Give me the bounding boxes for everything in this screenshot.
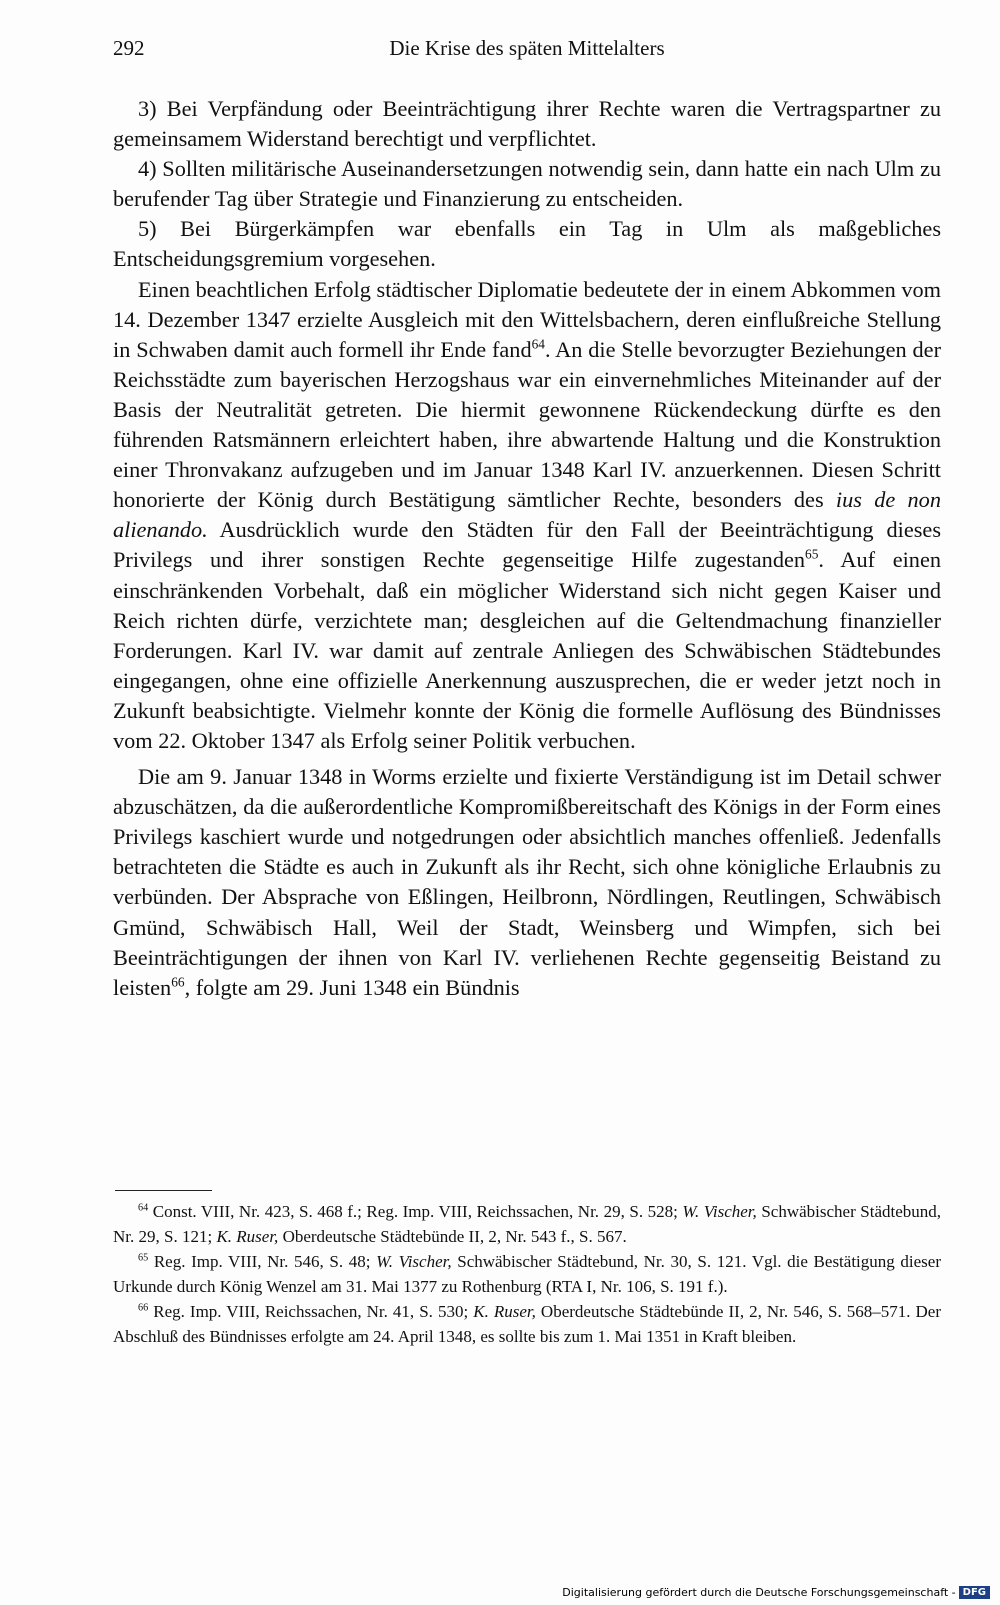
latin-term: ius de non alienando. xyxy=(113,487,941,543)
page-number: 292 xyxy=(113,36,145,60)
text-run: . Auf einen einschränkenden Vorbehalt, daß ein möglicher Widerstand sich nicht gegen Kaiser und Reich richten dürfe, verzichtete man; desgleichen auf die Geltendmachung finanzieller Forderungen. Karl IV. war damit auf zentrale Anliegen des Schwäbischen Städtebundes eingegangen, ohne eine offizielle Anerkennung auszusprechen, die er weder jetzt noch in Zukunft beabsichtigte. Vielmehr konnte der König die formelle Auflösung des Bündnisses vom 22. Oktober 1347 als Erfolg seiner Politik verbuchen. xyxy=(113,547,941,753)
text-run: Oberdeutsche Städtebünde II, 2, Nr. 546, S. 568–571. Der Abschluß des Bündnisses erfolgte am 24. April 1348, es sollte bis zum 1. Mai 1351 in Kraft bleiben. xyxy=(113,1302,942,1346)
footnote-number: 66 xyxy=(138,1302,149,1314)
digitization-credit xyxy=(560,1586,992,1600)
dfg-logo[interactable]: DFG xyxy=(959,1586,990,1599)
text-run: Ausdrücklich wurde den Städten für den Fall der Beeinträchtigung dieses Privilegs und ihrer sonstigen Rechte gegenseitige Hilfe zugestanden xyxy=(113,517,941,573)
footnote-ref-66[interactable]: 66 xyxy=(171,974,185,990)
author-name: K. Ruser, xyxy=(216,1227,279,1246)
footnote-number: 65 xyxy=(138,1252,149,1264)
footnote-64 xyxy=(113,1199,941,1249)
text-run: Reg. Imp. VIII, Nr. 546, S. 48; xyxy=(153,1252,377,1271)
footnote-66 xyxy=(113,1299,941,1349)
text-run: Einen beachtlichen Erfolg städtischer Diplomatie bedeutete der in einem Abkommen vom 14. Dezember 1347 erzielte Ausgleich mit den Wittelsbachern, deren einflußreiche Stellung in Schwaben damit auch formell ihr Ende fand xyxy=(113,276,941,362)
text-run: . An die Stelle bevorzugter Beziehungen der Reichsstädte zum bayerischen Herzogshaus war ein einvernehmliches Miteinander auf der Basis der Neutralität getreten. Die hiermit gewonnene Rückendeckung dürfte es den führenden Ratsmännern erleichtert haben, ihre abwartende Haltung und die Konstruktion einer Thronvakanz aufzugeben und im Januar 1348 Karl IV. anzuerkennen. Diesen Schritt honorierte der König durch Bestätigung sämtlicher Rechte, besonders des xyxy=(113,336,941,513)
text-run: , folgte am 29. Juni 1348 ein Bündnis xyxy=(184,974,520,1000)
paragraph-worms xyxy=(113,762,941,1003)
author-name: W. Vischer, xyxy=(376,1252,452,1271)
paragraph-point-4: 4) Sollten militärische Auseinandersetzungen notwendig sein, dann hatte ein nach Ulm zu berufender Tag über Strategie und Finanzierung zu entscheiden. xyxy=(113,156,941,212)
author-name: K. Ruser, xyxy=(473,1302,536,1321)
text-run: Schwäbischer Städtebund, Nr. 29, S. 121; xyxy=(113,1202,942,1246)
main-text xyxy=(113,94,941,1003)
credit-text: Digitalisierung gefördert durch die Deutsche Forschungsgemeinschaft - xyxy=(562,1585,956,1599)
footnote-number: 64 xyxy=(138,1202,149,1214)
author-name: W. Vischer, xyxy=(682,1202,757,1221)
footnote-ref-64[interactable]: 64 xyxy=(531,336,545,352)
footnote-ref-65[interactable]: 65 xyxy=(805,546,819,562)
footnote-separator xyxy=(115,1190,212,1191)
text-run: Reg. Imp. VIII, Reichssachen, Nr. 41, S. 530; xyxy=(153,1302,474,1321)
running-title: Die Krise des späten Mittelalters xyxy=(389,36,665,60)
paragraph-point-5: 5) Bei Bürgerkämpfen war ebenfalls ein Tag in Ulm als maßgebliches Entscheidungsgremium vorgesehen. xyxy=(113,216,941,272)
text-run: Const. VIII, Nr. 423, S. 468 f.; Reg. Imp. VIII, Reichssachen, Nr. 29, S. 528; xyxy=(152,1202,683,1221)
paragraph-point-3: 3) Bei Verpfändung oder Beeinträchtigung ihrer Rechte waren die Vertragspartner zu gemeinsamem Widerstand berechtigt und verpflichtet. xyxy=(113,96,941,152)
text-run: Die am 9. Januar 1348 in Worms erzielte und fixierte Verständigung ist im Detail schwer abzuschätzen, da die außerordentliche Kompromißbereitschaft des Königs in der Form eines Privilegs kaschiert wurde und notgedrungen oder absichtlich manches offenließ. Jedenfalls betrachteten die Städte es auch in Zukunft als ihr Recht, sich ohne königliche Erlaubnis zu verbünden. Der Absprache von Eßlingen, Heilbronn, Nördlingen, Reutlingen, Schwäbisch Gmünd, Schwäbisch Hall, Weil der Stadt, Weinsberg und Wimpfen, sich bei Beeinträchtigungen der ihnen von Karl IV. verliehenen Rechte gegenseitig Beistand zu leisten xyxy=(113,764,941,1000)
page-header xyxy=(113,36,941,68)
footnotes xyxy=(113,1199,941,1349)
footnote-65 xyxy=(113,1249,941,1299)
text-run: Schwäbischer Städtebund, Nr. 30, S. 121. Vgl. die Bestätigung dieser Urkunde durch König Wenzel am 31. Mai 1377 zu Rothenburg (RTA I, Nr. 106, S. 191 f.). xyxy=(113,1252,941,1296)
paragraph-diplomacy xyxy=(113,275,941,757)
text-run: Oberdeutsche Städtebünde II, 2, Nr. 543 f., S. 567. xyxy=(278,1227,627,1246)
